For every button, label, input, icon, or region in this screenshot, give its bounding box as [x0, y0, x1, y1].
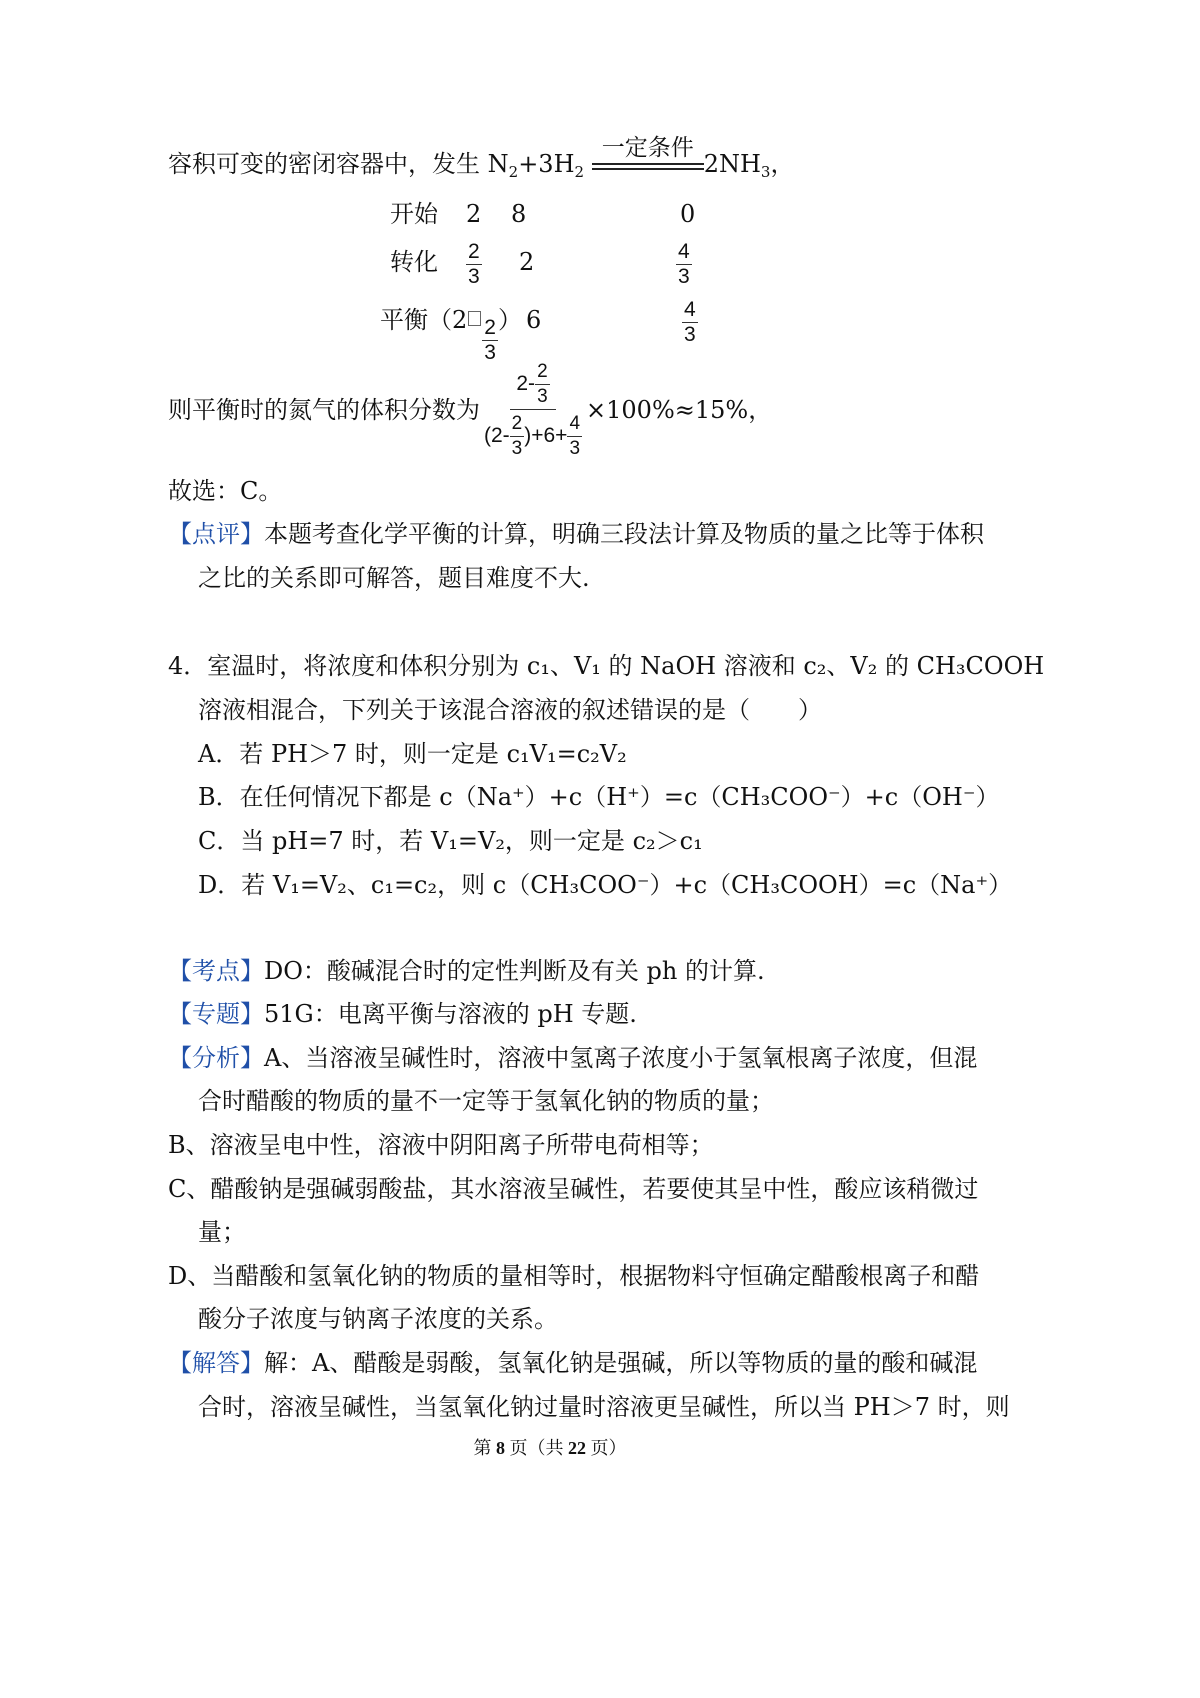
fenxi-line-d1: D、当醋酸和氢氧化钠的物质的量相等时，根据物料守恒确定醋酸根离子和醋	[168, 1262, 980, 1290]
row-start-label: 开始	[390, 200, 438, 228]
row-start-h2: 8	[511, 200, 527, 228]
volume-prefix: 则平衡时的氮气的体积分数为	[168, 396, 480, 424]
q4-option-c: C．当 pH=7 时，若 V₁=V₂，则一定是 c₂＞c₁	[198, 827, 703, 855]
choose-answer: 故选：C。	[168, 477, 283, 505]
jieda-line-2: 合时，溶液呈碱性，当氢氧化钠过量时溶液更呈碱性，所以当 PH＞7 时，则	[198, 1393, 1010, 1421]
volume-fraction-line	[168, 355, 772, 465]
missing-glyph-icon	[468, 311, 481, 326]
row-change-h2: 2	[519, 248, 535, 276]
row-start-nh3: 0	[680, 200, 696, 228]
row-change-label: 转化	[390, 248, 438, 276]
comment-line-2: 之比的关系即可解答，题目难度不大.	[198, 564, 590, 592]
h2-subscript: 2	[574, 163, 585, 181]
row-eq-nh3: $\frac{4}{3}$	[684, 298, 696, 346]
jieda-tag: 【解答】	[168, 1349, 264, 1377]
volume-result: ×100%≈15%，	[586, 396, 773, 424]
reaction-line	[168, 135, 795, 181]
nh3-subscript: 3	[760, 163, 771, 181]
fenxi-line-2: 合时醋酸的物质的量不一定等于氢氧化钠的物质的量；	[198, 1087, 774, 1115]
row-eq-label: 平衡（2 $\frac{2}{3}$ ）	[380, 306, 522, 364]
kaodian-tag: 【考点】	[168, 957, 264, 985]
zhuanti-tag: 【专题】	[168, 1000, 264, 1028]
fenxi-line-d2: 酸分子浓度与钠离子浓度的关系。	[198, 1305, 558, 1333]
fenxi-line-c2: 量；	[198, 1218, 246, 1246]
reaction-product: 2NH	[703, 150, 761, 178]
page-number: 8	[496, 1438, 505, 1458]
comment-line-1: 【点评】本题考查化学平衡的计算，明确三段法计算及物质的量之比等于体积	[168, 520, 984, 548]
q4-option-a: A．若 PH＞7 时，则一定是 c₁V₁=c₂V₂	[198, 740, 627, 768]
fenxi-line-1: 【分析】A、当溶液呈碱性时，溶液中氢离子浓度小于氢氧根离子浓度，但混	[168, 1044, 978, 1072]
page-footer: 第 8 页（共 22 页）	[473, 1438, 627, 1458]
reaction-condition: 一定条件	[601, 135, 694, 161]
kaodian-line: 【考点】DO：酸碱混合时的定性判断及有关 ph 的计算.	[168, 957, 765, 985]
n2-subscript: 2	[508, 163, 519, 181]
reaction-arrow	[592, 135, 704, 180]
row-change-nh3: $\frac{4}{3}$	[678, 240, 690, 288]
fenxi-line-b: B、溶液呈电中性，溶液中阴阳离子所带电荷相等；	[168, 1131, 714, 1159]
q4-line-2: 溶液相混合，下列关于该混合溶液的叙述错误的是（ ）	[198, 696, 822, 724]
page-total: 22	[568, 1438, 586, 1458]
q4-line-1: 4．室温时，将浓度和体积分别为 c₁、V₁ 的 NaOH 溶液和 c₂、V₂ 的 CH₃COOH	[168, 652, 1045, 680]
comment-tag: 【点评】	[168, 520, 264, 548]
fenxi-line-c1: C、醋酸钠是强碱弱酸盐，其水溶液呈碱性，若要使其呈中性，酸应该稍微过	[168, 1175, 979, 1203]
row-start-n2: 2	[466, 200, 482, 228]
row-change-n2: $\frac{2}{3}$	[468, 240, 480, 288]
reaction-prefix: 容积可变的密闭容器中，发生 N	[168, 150, 509, 178]
reaction-h2: +3H	[518, 150, 575, 178]
row-eq-h2: 6	[526, 306, 542, 334]
jieda-line-1: 【解答】解：A、醋酸是弱酸，氢氧化钠是强碱，所以等物质的量的酸和碱混	[168, 1349, 978, 1377]
reaction-end: ，	[770, 150, 795, 178]
volume-fraction: 2- $\frac{2}{3}$ (2- $\frac{2}{3}$ )+6+ $\frac{4}{3}$	[484, 360, 581, 459]
q4-option-d: D．若 V₁=V₂、c₁=c₂，则 c（CH₃COO⁻）+c（CH₃COOH）=c（Na⁺）	[198, 871, 1013, 899]
q4-option-b: B．在任何情况下都是 c（Na⁺）+c（H⁺）=c（CH₃COO⁻）+c（OH⁻）	[198, 783, 1000, 811]
zhuanti-line: 【专题】51G：电离平衡与溶液的 pH 专题.	[168, 1000, 637, 1028]
fenxi-tag: 【分析】	[168, 1044, 264, 1072]
